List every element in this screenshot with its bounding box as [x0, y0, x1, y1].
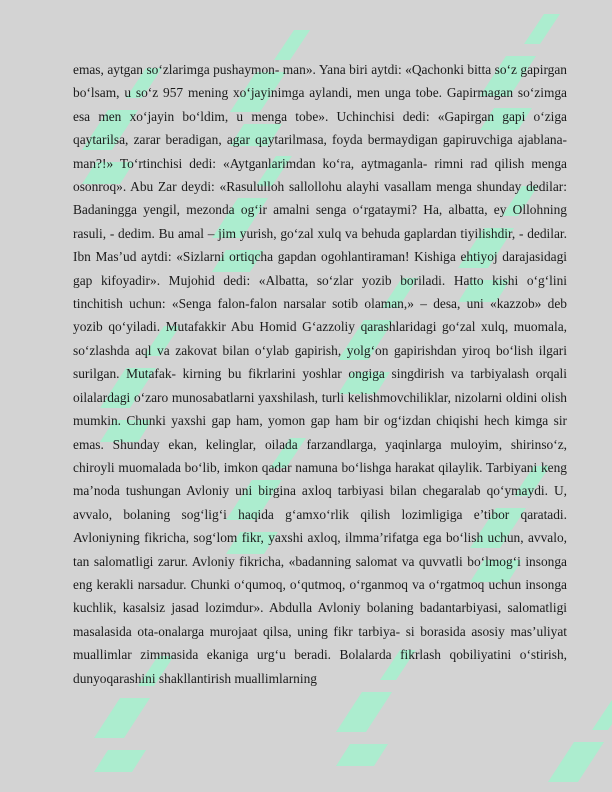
body-paragraph: emas, aytgan so‘zlarimga pushaymon- man». Yana biri aytdi: «Qachonki bitta so‘z gapirgan bo‘lsam, u so‘z 957 mening xo‘jayinimga aylandi, men unga tobe. Gapirmagan so‘zimga esa men xo‘jayin bo‘ldim, u menga tobe». Uchinchisi dedi: «Gapirgan gapi o‘ziga qaytarilsa, zarar beradigan, agar qaytarilmasa, foyda bermaydigan gapiruvchiga ajablana- man?!» To‘rtinchisi dedi: «Aytganlarimdan ko‘ra, aytmaganla- rimni rad qilish menga osonroq». Abu Zar deydi: «Rasululloh sallollohu alayhi vasallam menga shunday dedilar: Badaningga yengil, mezonda og‘ir amalni senga o‘rgataymi? Ha, albatta, ey Ollohning rasuli, - dedim. Bu amal – jim yurish, go‘zal xulq va behuda gaplardan tiyilishdir, - dedilar. Ibn Mas’ud aytdi: «Sizlarni ortiqcha gapdan ogohlantiraman! Kishiga ehtiyoj darajasidagi gap kifoyadir». Mujohid dedi: «Albatta, so‘zlar yozib boriladi. Hatto kishi o‘g‘lini tinchitish uchun: «Senga falon-falon narsalar sotib olaman,» – desa, uni «kazzob» deb yozib qo‘yiladi. Mutafakkir Abu Homid G‘azzoliy qarashlaridagi go‘zal xulq, muomala, so‘zlashda aql va zakovat bilan o‘ylab gapirish, yolg‘on gapirishdan yiroq bo‘lish ilgari surilgan. Mutafak- kirning bu fikrlarini yoshlar ongiga singdirish va tarbiyalash orqali oilalardagi o‘zaro munosabatlarni yaxshilash, turli kelishmovchiliklar, nizolarni oldini olish mumkin. Chunki yaxshi gap ham, yomon gap ham bir og‘izdan chiqishi hech kimga sir emas. Shunday ekan, kelinglar, oilada farzandlarga, yaqinlarga muloyim, shirinso‘z, chiroyli muomalada bo‘lib, imkon qadar namuna bo‘lishga harakat qilaylik. Tarbiyani keng ma’noda tushungan Avloniy uni birgina axloq tarbiyasi bilan chegaralab qo‘ymaydi. U, avvalo, bolaning sog‘lig‘i haqida g‘amxo‘rlik qilish lozimligiga e’tibor qaratadi. Avloniyning fikricha, sog‘lom fikr, yaxshi axloq, ilmma’rifatga ega bo‘lish uchun, avvalo, tan salomatligi zarur. Avloniy fikricha, «badanning salomat va quvvatli bo‘lmog‘i insonga eng kerakli narsadur. Chunki o‘qumoq, o‘qutmoq, o‘rganmoq va o‘rgatmoq uchun insonga kuchlik, kasalsiz jasad lozimdur». Abdulla Avloniy bolaning badantarbiyasi, salomatligi masalasida ota-onalarga murojaat qilsa, uning fikr tarbiya- si borasida asosiy mas’uliyat muallimlar zimmasida ekaniga urg‘u beradi. Bolalarda fikrlash qobiliyatini o‘stirish, dunyoqarashini shakllantirish muallimlarning	[73, 62, 567, 686]
page-body	[73, 58, 567, 690]
